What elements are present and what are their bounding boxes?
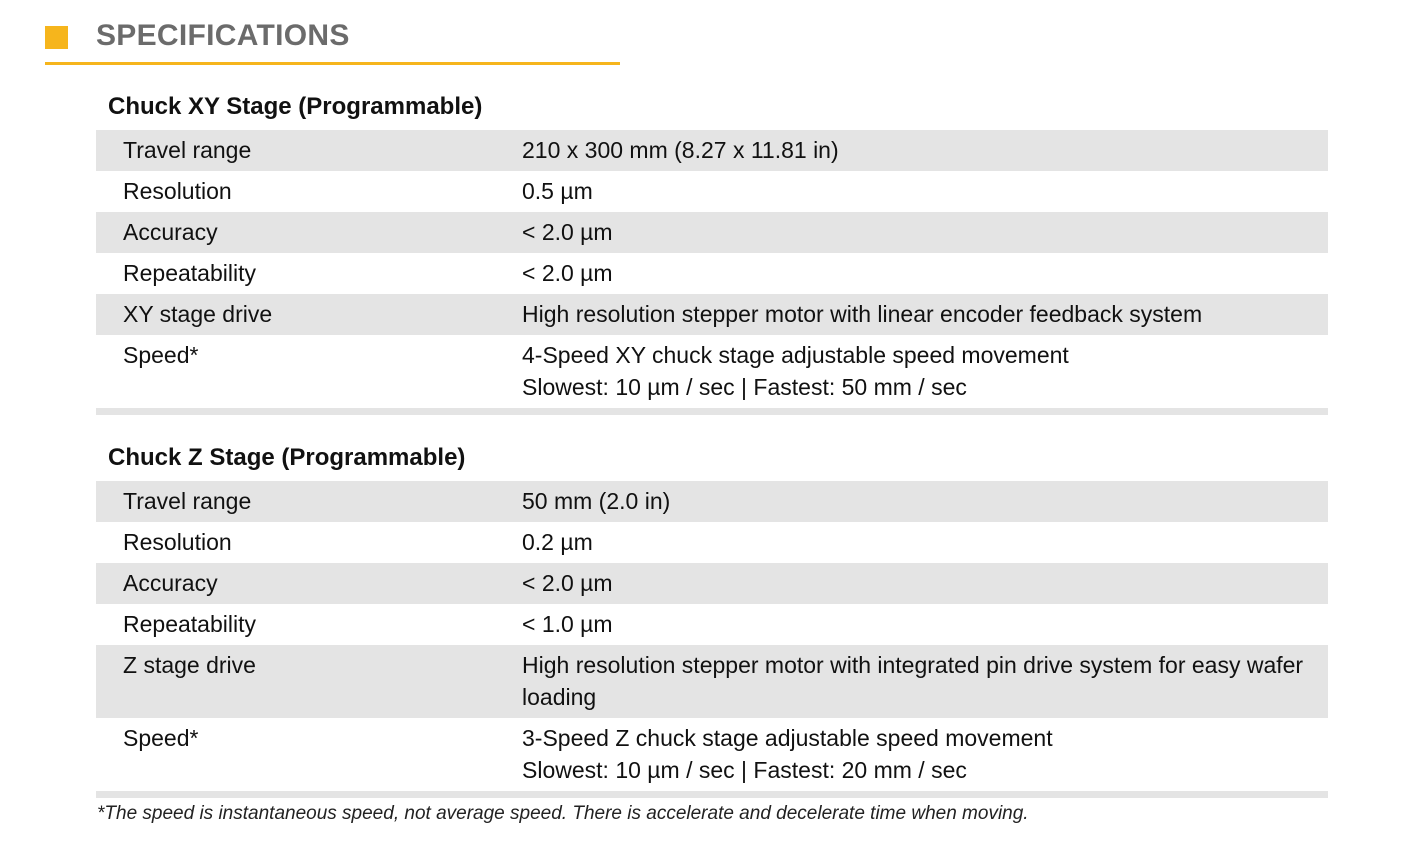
- spec-value-line: Slowest: 10 µm / sec | Fastest: 50 mm / sec: [522, 374, 967, 400]
- header-accent-square: [45, 26, 68, 49]
- spec-label: XY stage drive: [123, 301, 273, 327]
- spec-label: Travel range: [123, 137, 252, 163]
- spec-value-line: 0.2 µm: [522, 529, 593, 555]
- spec-value-line: High resolution stepper motor with linear encoder feedback system: [522, 301, 1203, 327]
- spec-value-line: 0.5 µm: [522, 178, 593, 204]
- spec-label: Accuracy: [123, 570, 218, 596]
- spec-value: [522, 608, 1318, 640]
- spec-value-line: < 1.0 µm: [522, 611, 613, 637]
- spec-value-line: < 2.0 µm: [522, 260, 613, 286]
- spec-value: [522, 526, 1318, 558]
- spec-value: [522, 134, 1318, 166]
- spec-table-z-stage: [96, 481, 1328, 798]
- table-bottom-rule: [96, 408, 1328, 415]
- spec-value-line: < 2.0 µm: [522, 570, 613, 596]
- spec-table-xy-stage: [96, 130, 1328, 415]
- header-underline: [45, 62, 620, 65]
- page-title: SPECIFICATIONS: [96, 19, 350, 52]
- spec-value-line: 50 mm (2.0 in): [522, 488, 671, 514]
- spec-row-stage-drive: [96, 294, 1328, 335]
- table-bottom-rule: [96, 791, 1328, 798]
- spec-row-accuracy: [96, 563, 1328, 604]
- spec-value: [522, 216, 1318, 248]
- spec-label: Resolution: [123, 529, 232, 555]
- spec-label: Travel range: [123, 488, 252, 514]
- spec-label: Accuracy: [123, 219, 218, 245]
- spec-value-line: High resolution stepper motor with integrated pin drive system for easy wafer loading: [522, 652, 1304, 710]
- spec-row-repeatability: [96, 253, 1328, 294]
- footnote: *The speed is instantaneous speed, not average speed. There is accelerate and decelerate time when moving.: [97, 803, 1029, 824]
- spec-value: [522, 339, 1318, 403]
- spec-value: [522, 257, 1318, 289]
- spec-value: [522, 175, 1318, 207]
- spec-label: Repeatability: [123, 611, 256, 637]
- spec-value: [522, 485, 1318, 517]
- spec-row-speed: [96, 335, 1328, 408]
- spec-value: [522, 298, 1318, 330]
- spec-label: Repeatability: [123, 260, 256, 286]
- spec-row-resolution: [96, 522, 1328, 563]
- spec-value: [522, 567, 1318, 599]
- spec-label: Speed*: [123, 725, 199, 751]
- spec-row-travel-range: [96, 481, 1328, 522]
- section-title-xy-stage: Chuck XY Stage (Programmable): [108, 93, 483, 120]
- spec-value-line: Slowest: 10 µm / sec | Fastest: 20 mm / sec: [522, 757, 967, 783]
- section-title-z-stage: Chuck Z Stage (Programmable): [108, 444, 466, 471]
- spec-value-line: 3-Speed Z chuck stage adjustable speed movement: [522, 725, 1053, 751]
- spec-row-speed: [96, 718, 1328, 791]
- spec-value: [522, 649, 1318, 713]
- spec-row-resolution: [96, 171, 1328, 212]
- spec-row-travel-range: [96, 130, 1328, 171]
- spec-row-accuracy: [96, 212, 1328, 253]
- spec-value-line: 4-Speed XY chuck stage adjustable speed movement: [522, 342, 1069, 368]
- spec-row-stage-drive: [96, 645, 1328, 718]
- spec-label: Resolution: [123, 178, 232, 204]
- spec-value: [522, 722, 1318, 786]
- spec-value-line: < 2.0 µm: [522, 219, 613, 245]
- spec-row-repeatability: [96, 604, 1328, 645]
- specifications-header: [45, 18, 620, 66]
- spec-label: Z stage drive: [123, 652, 256, 678]
- spec-label: Speed*: [123, 342, 199, 368]
- spec-value-line: 210 x 300 mm (8.27 x 11.81 in): [522, 137, 839, 163]
